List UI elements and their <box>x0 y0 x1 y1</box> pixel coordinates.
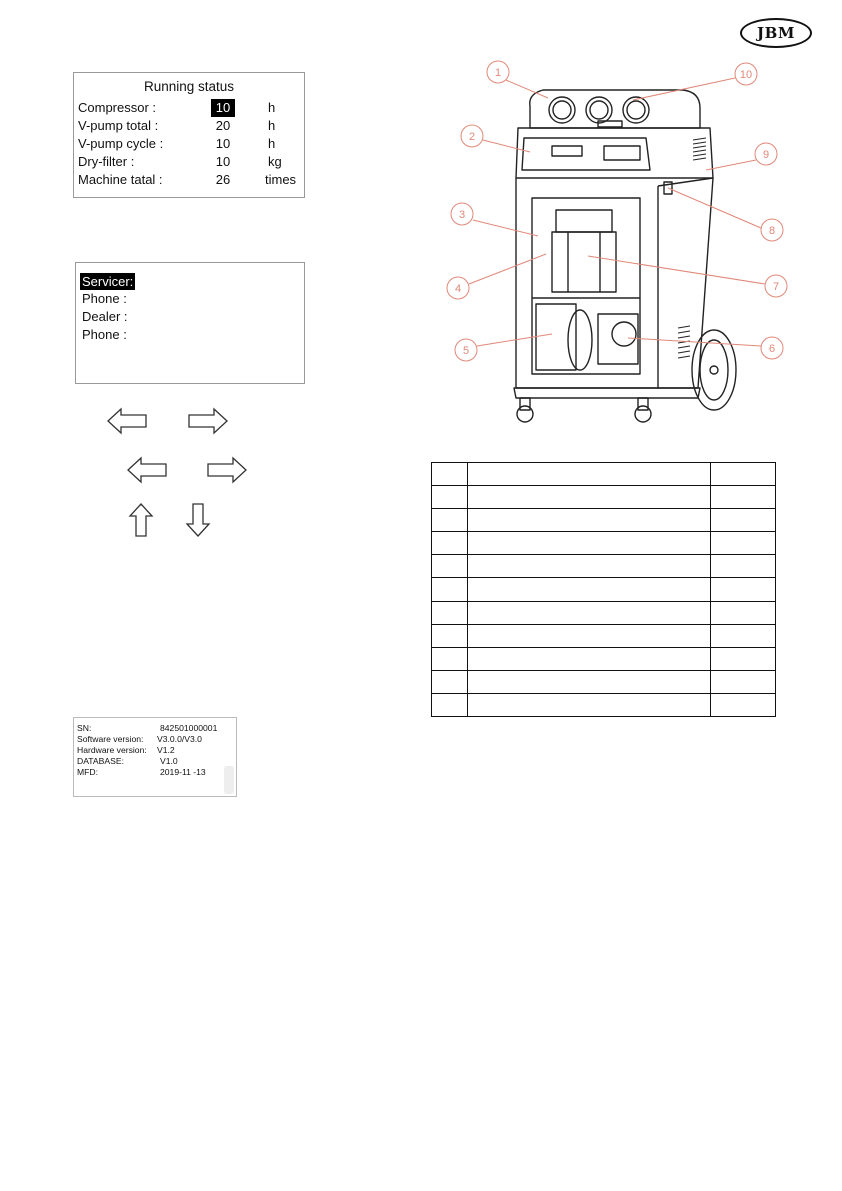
panel-shadow-mark <box>224 766 234 794</box>
version-label: SN: <box>77 723 92 733</box>
status-row <box>78 99 304 117</box>
version-label: Hardware version: <box>77 745 147 755</box>
table-row <box>432 601 776 624</box>
callout-label: 5 <box>462 345 470 357</box>
callout-label: 1 <box>494 67 502 79</box>
table-cell <box>432 624 468 647</box>
status-label: Compressor : <box>78 100 157 115</box>
version-label: Software version: <box>77 734 144 744</box>
left-arrow-icon <box>126 455 168 485</box>
table-row <box>432 693 776 716</box>
callout-label: 7 <box>772 281 780 293</box>
table-cell <box>468 578 711 601</box>
table-row <box>432 647 776 670</box>
table-cell <box>468 555 711 578</box>
table-cell <box>711 578 776 601</box>
running-status-title: Running status <box>143 79 235 94</box>
table-cell <box>711 624 776 647</box>
brand-logo <box>740 18 812 48</box>
table-cell <box>468 647 711 670</box>
table-cell <box>432 693 468 716</box>
version-value: V1.2 <box>157 745 175 755</box>
callout-label: 6 <box>768 343 776 355</box>
table-cell <box>468 693 711 716</box>
table-cell <box>468 624 711 647</box>
status-row <box>78 153 304 171</box>
phone-label: Phone : <box>82 327 127 342</box>
table-cell <box>711 509 776 532</box>
status-unit: h <box>268 118 276 133</box>
table-cell <box>711 555 776 578</box>
table-cell <box>468 670 711 693</box>
table-cell <box>432 555 468 578</box>
table-cell <box>711 601 776 624</box>
callout-label: 2 <box>468 131 476 143</box>
version-info-panel <box>73 717 237 797</box>
status-label: Machine tatal : <box>78 172 163 187</box>
table-cell <box>432 486 468 509</box>
version-label: MFD: <box>77 767 99 777</box>
table-cell <box>432 670 468 693</box>
callout-label: 8 <box>768 225 776 237</box>
phone-label: Phone : <box>82 291 127 306</box>
brand-logo-text: JBM <box>757 24 795 42</box>
version-value: V1.0 <box>160 756 178 766</box>
status-unit: h <box>268 136 276 151</box>
table-cell <box>711 532 776 555</box>
status-value: 20 <box>215 118 231 133</box>
table-cell <box>468 509 711 532</box>
table-row <box>432 624 776 647</box>
table-cell <box>711 486 776 509</box>
status-value: 10 <box>211 99 235 117</box>
callout-label: 10 <box>739 69 753 81</box>
left-arrow-icon <box>106 406 148 436</box>
table-cell <box>711 647 776 670</box>
status-unit: kg <box>268 154 282 169</box>
table-cell <box>468 532 711 555</box>
table-cell <box>711 463 776 486</box>
status-label: Dry-filter : <box>78 154 135 169</box>
callout-label: 4 <box>454 283 462 295</box>
table-cell <box>468 463 711 486</box>
table-row <box>432 486 776 509</box>
table-row <box>432 670 776 693</box>
status-label: V-pump total : <box>78 118 159 133</box>
callout-label: 9 <box>762 149 770 161</box>
status-value: 10 <box>215 154 231 169</box>
version-value: 842501000001 <box>160 723 218 733</box>
version-value: V3.0.0/V3.0 <box>157 734 202 744</box>
up-arrow-icon <box>128 502 154 538</box>
servicer-label: Servicer: <box>82 274 134 289</box>
status-unit: times <box>265 172 297 187</box>
table-cell <box>468 486 711 509</box>
right-arrow-icon <box>206 455 248 485</box>
status-row <box>78 135 304 153</box>
callout-label: 3 <box>458 209 466 221</box>
version-label: DATABASE: <box>77 756 124 766</box>
table-row <box>432 463 776 486</box>
status-unit: h <box>268 100 276 115</box>
table-cell <box>432 463 468 486</box>
table-row <box>432 555 776 578</box>
table-cell <box>432 532 468 555</box>
table-cell <box>711 670 776 693</box>
servicer-screen <box>75 262 305 384</box>
right-arrow-icon <box>187 406 229 436</box>
table-cell <box>711 693 776 716</box>
table-row <box>432 509 776 532</box>
table-cell <box>468 601 711 624</box>
table-row <box>432 578 776 601</box>
dealer-label: Dealer : <box>82 309 128 324</box>
down-arrow-icon <box>185 502 211 538</box>
version-value: 2019-11 -13 <box>160 767 206 777</box>
status-row <box>78 117 304 135</box>
table-cell <box>432 601 468 624</box>
table-cell <box>432 509 468 532</box>
table-row <box>432 532 776 555</box>
status-row <box>78 171 304 189</box>
machine-illustration <box>428 58 792 436</box>
table-cell <box>432 647 468 670</box>
parts-table <box>431 462 776 717</box>
running-status-screen <box>73 72 305 198</box>
status-value: 26 <box>215 172 231 187</box>
table-cell <box>432 578 468 601</box>
status-label: V-pump cycle : <box>78 136 164 151</box>
status-value: 10 <box>215 136 231 151</box>
